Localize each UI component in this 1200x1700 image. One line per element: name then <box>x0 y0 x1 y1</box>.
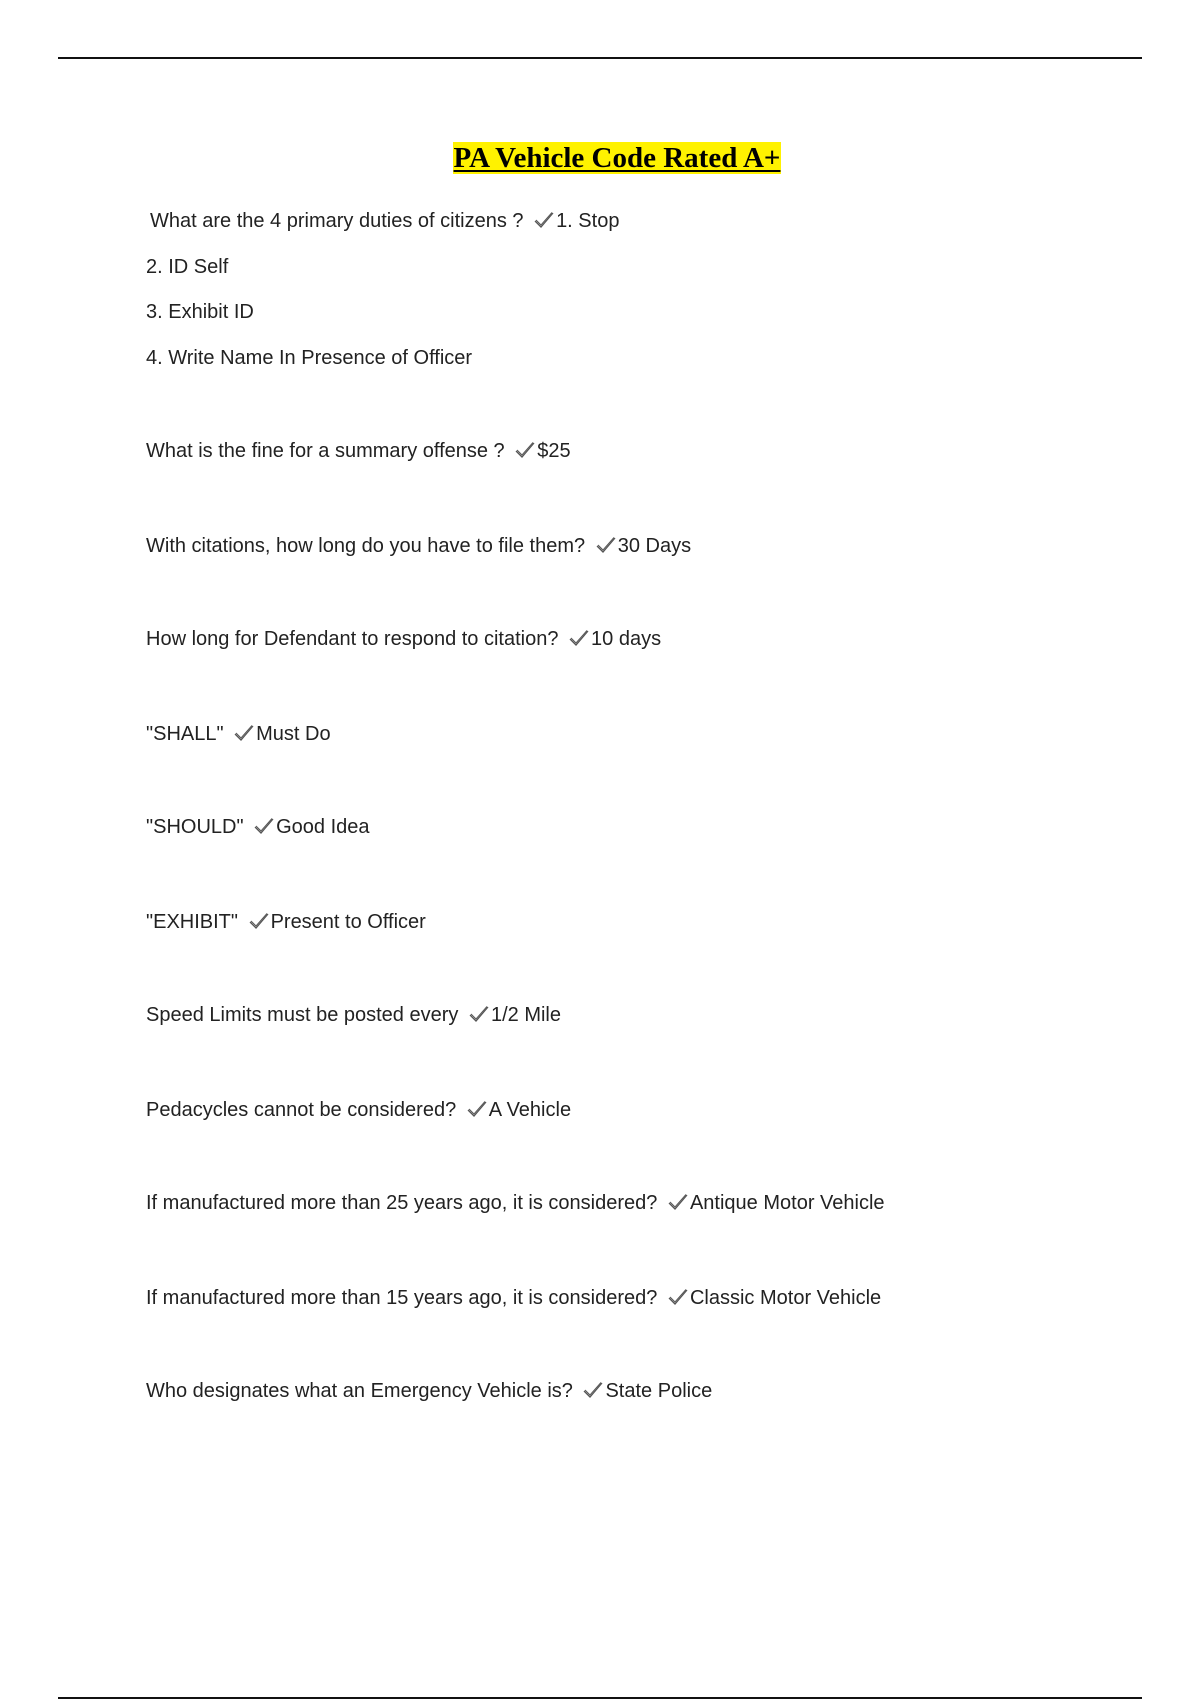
question-text: If manufactured more than 15 years ago, it is considered? <box>146 1287 658 1309</box>
answer-text: Antique Motor Vehicle <box>689 1192 885 1214</box>
question-text: Who designates what an Emergency Vehicle is? <box>146 1380 573 1402</box>
answer-text: $25 <box>537 440 571 462</box>
check-icon <box>253 817 275 835</box>
answer-text: 10 days <box>591 628 662 650</box>
qa-line <box>146 1191 885 1215</box>
question-text: What is the fine for a summary offense ? <box>146 440 505 462</box>
question-text: Pedacycles cannot be considered? <box>146 1099 457 1121</box>
footer-rule <box>58 1697 1142 1699</box>
qa-line <box>146 439 571 463</box>
qa-line <box>146 1286 881 1310</box>
qa-line <box>146 910 426 934</box>
check-icon <box>667 1288 689 1306</box>
answer-text: Must Do <box>256 723 331 745</box>
check-icon <box>233 724 255 742</box>
question-text: How long for Defendant to respond to citation? <box>146 628 559 650</box>
question-text: If manufactured more than 25 years ago, it is considered? <box>146 1192 658 1214</box>
check-icon <box>582 1381 604 1399</box>
check-icon <box>568 629 590 647</box>
question-text: "SHALL" <box>146 723 224 745</box>
question-text: Speed Limits must be posted every <box>146 1004 459 1026</box>
answer-text: Good Idea <box>276 816 370 838</box>
check-icon <box>595 536 617 554</box>
qa-line <box>146 1003 561 1027</box>
list-item: 3. Exhibit ID <box>146 301 254 323</box>
answer-text: 1. Stop <box>556 210 620 232</box>
check-icon <box>248 912 270 930</box>
qa-line <box>146 1379 712 1403</box>
answer-text: Classic Motor Vehicle <box>689 1287 882 1309</box>
list-item: 4. Write Name In Presence of Officer <box>146 347 473 369</box>
question-text: With citations, how long do you have to file them? <box>146 535 586 557</box>
answer-text: 30 Days <box>617 535 692 557</box>
question-text: "SHOULD" <box>146 816 244 838</box>
title-container <box>0 142 1200 175</box>
qa-line <box>146 815 370 839</box>
answer-text: Present to Officer <box>270 911 426 933</box>
check-icon <box>514 441 536 459</box>
check-icon <box>533 211 555 229</box>
question-text: What are the 4 primary duties of citizens ? <box>150 210 524 232</box>
qa-line <box>146 722 331 746</box>
answer-text: A Vehicle <box>488 1099 572 1121</box>
qa-line <box>146 627 661 651</box>
qa-line <box>150 209 619 233</box>
answer-text: 1/2 Mile <box>490 1004 561 1026</box>
header-rule <box>58 57 1142 59</box>
qa-line <box>146 1098 571 1122</box>
page-title: PA Vehicle Code Rated A+ <box>453 142 781 174</box>
check-icon <box>667 1193 689 1211</box>
check-icon <box>466 1100 488 1118</box>
question-text: "EXHIBIT" <box>146 911 238 933</box>
check-icon <box>468 1005 490 1023</box>
answer-text: State Police <box>605 1380 713 1402</box>
list-item: 2. ID Self <box>146 256 229 278</box>
qa-line <box>146 534 691 558</box>
